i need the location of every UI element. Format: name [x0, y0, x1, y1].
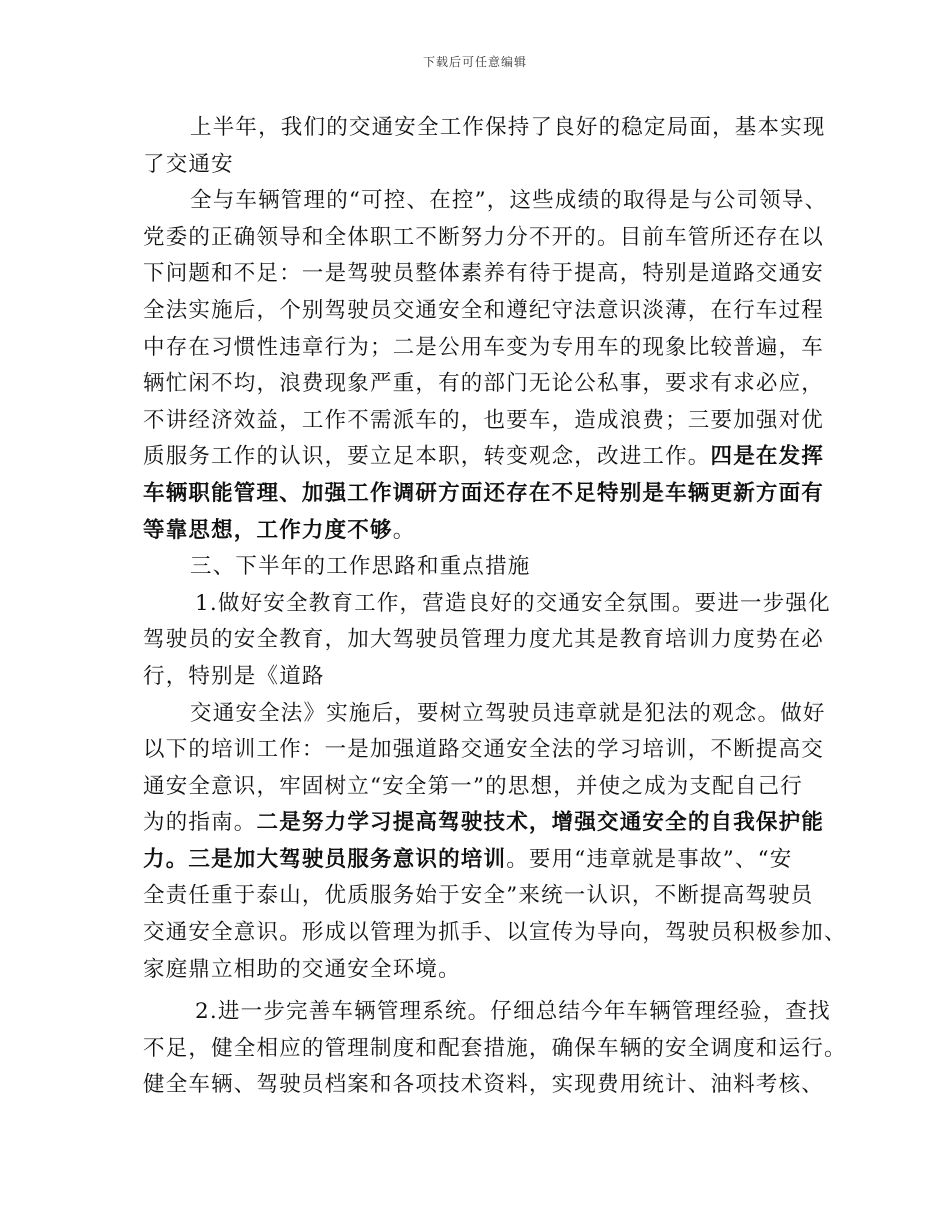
bold-text: 力。三是加大驾驶员服务意识的培训	[143, 846, 507, 872]
document-body	[143, 110, 847, 1104]
text-line	[143, 952, 813, 989]
text-segment: 家庭鼎立相助的交通安全环境。	[143, 956, 461, 982]
text-segment: 以下的培训工作：一是加强道路交通安全法的学习培训，不断提高交	[143, 737, 825, 763]
text-segment: 健全车辆、驾驶员档案和各项技术资料，实现费用统计、油料考核、	[143, 1072, 825, 1098]
text-segment: 全法实施后，个别驾驶员交通安全和遵纪守法意识淡薄，在行车过程	[143, 297, 825, 323]
bold-text: 等靠思想，工作力度不够	[143, 517, 393, 543]
text-line	[143, 586, 831, 623]
text-segment: 全责任重于泰山，优质服务始于安全”来统一认识，不断提高驾驶员	[143, 883, 814, 909]
text-line	[143, 476, 825, 513]
text-segment: 驾驶员的安全教育，加大驾驶员管理力度尤其是教育培训力度势在必	[143, 627, 825, 653]
text-segment: 行，特别是《道路	[143, 663, 325, 689]
bold-text: 车辆职能管理、加强工作调研方面还存在不足特别是车辆更新方面有	[143, 480, 825, 506]
text-line	[143, 1031, 847, 1068]
text-line	[143, 366, 825, 403]
text-line	[143, 769, 813, 806]
text-line	[143, 994, 831, 1031]
text-segment: 不讲经济效益，工作不需派车的，也要车，造成浪费；三要加强对优	[143, 407, 825, 433]
text-line	[143, 330, 825, 367]
bold-text: 四是在发挥	[710, 444, 825, 470]
bold-text: 二是努力学习提高驾驶技术，增强交通安全的自我保护能	[256, 810, 825, 836]
text-segment: 质服务工作的认识，要立足本职，转变观念，改进工作。	[143, 444, 711, 470]
text-line	[143, 183, 828, 220]
text-segment: 上半年，我们的交通安全工作保持了良好的稳定局面，基本实现	[190, 115, 826, 140]
text-line	[143, 1067, 825, 1104]
text-line	[143, 220, 825, 257]
text-segment: 中存在习惯性违章行为；二是公用车变为专用车的现象比较普遍，车	[143, 334, 825, 360]
text-segment: 交通安全意识。形成以管理为抓手、以宣传为导向，驾驶员积极参加、	[143, 920, 847, 946]
text-segment: 2.进一步完善车辆管理系统。仔细总结今年车辆管理经验，查找	[195, 999, 831, 1025]
text-segment: 了交通安	[143, 151, 234, 177]
text-segment: 交通安全法》实施后，要树立驾驶员违章就是犯法的观念。做好	[190, 700, 826, 726]
text-segment: 通安全意识，牢固树立“安全第一”的思想，并使之成为支配自己行	[143, 773, 803, 799]
page-header: 下载后可任意编辑	[422, 55, 527, 69]
text-line	[143, 110, 826, 147]
text-line	[143, 513, 813, 550]
text-line	[143, 878, 813, 915]
text-line	[143, 549, 813, 586]
text-segment: 三、下半年的工作思路和重点措施	[190, 554, 531, 580]
text-segment: 党委的正确领导和全体职工不断努力分不开的。目前车管所还存在以	[143, 224, 825, 250]
text-line	[143, 805, 825, 842]
text-line	[143, 732, 825, 769]
text-line	[143, 659, 813, 696]
text-line	[143, 147, 813, 184]
text-segment: 。	[392, 517, 416, 543]
text-segment: 下问题和不足：一是驾驶员整体素养有待于提高，特别是道路交通安	[143, 261, 825, 287]
text-line	[143, 256, 825, 293]
text-line	[143, 915, 847, 952]
text-segment: 为的指南。	[143, 810, 257, 836]
text-segment: 全与车辆管理的“可控、在控”，这些成绩的取得是与公司领导、	[190, 188, 828, 214]
text-line	[143, 696, 826, 733]
text-line	[143, 293, 825, 330]
text-line	[143, 622, 825, 659]
text-segment: 不足，健全相应的管理制度和配套措施，确保车辆的安全调度和运行。	[143, 1035, 847, 1061]
text-segment: 。要用“违章就是事故”、“安	[506, 846, 793, 872]
text-line	[143, 842, 813, 879]
text-line	[143, 403, 825, 440]
text-segment: 辆忙闲不均，浪费现象严重，有的部门无论公私事，要求有求必应，	[143, 371, 825, 397]
text-segment: 1.做好安全教育工作，营造良好的交通安全氛围。要进一步强化	[195, 590, 831, 616]
text-line	[143, 439, 825, 476]
